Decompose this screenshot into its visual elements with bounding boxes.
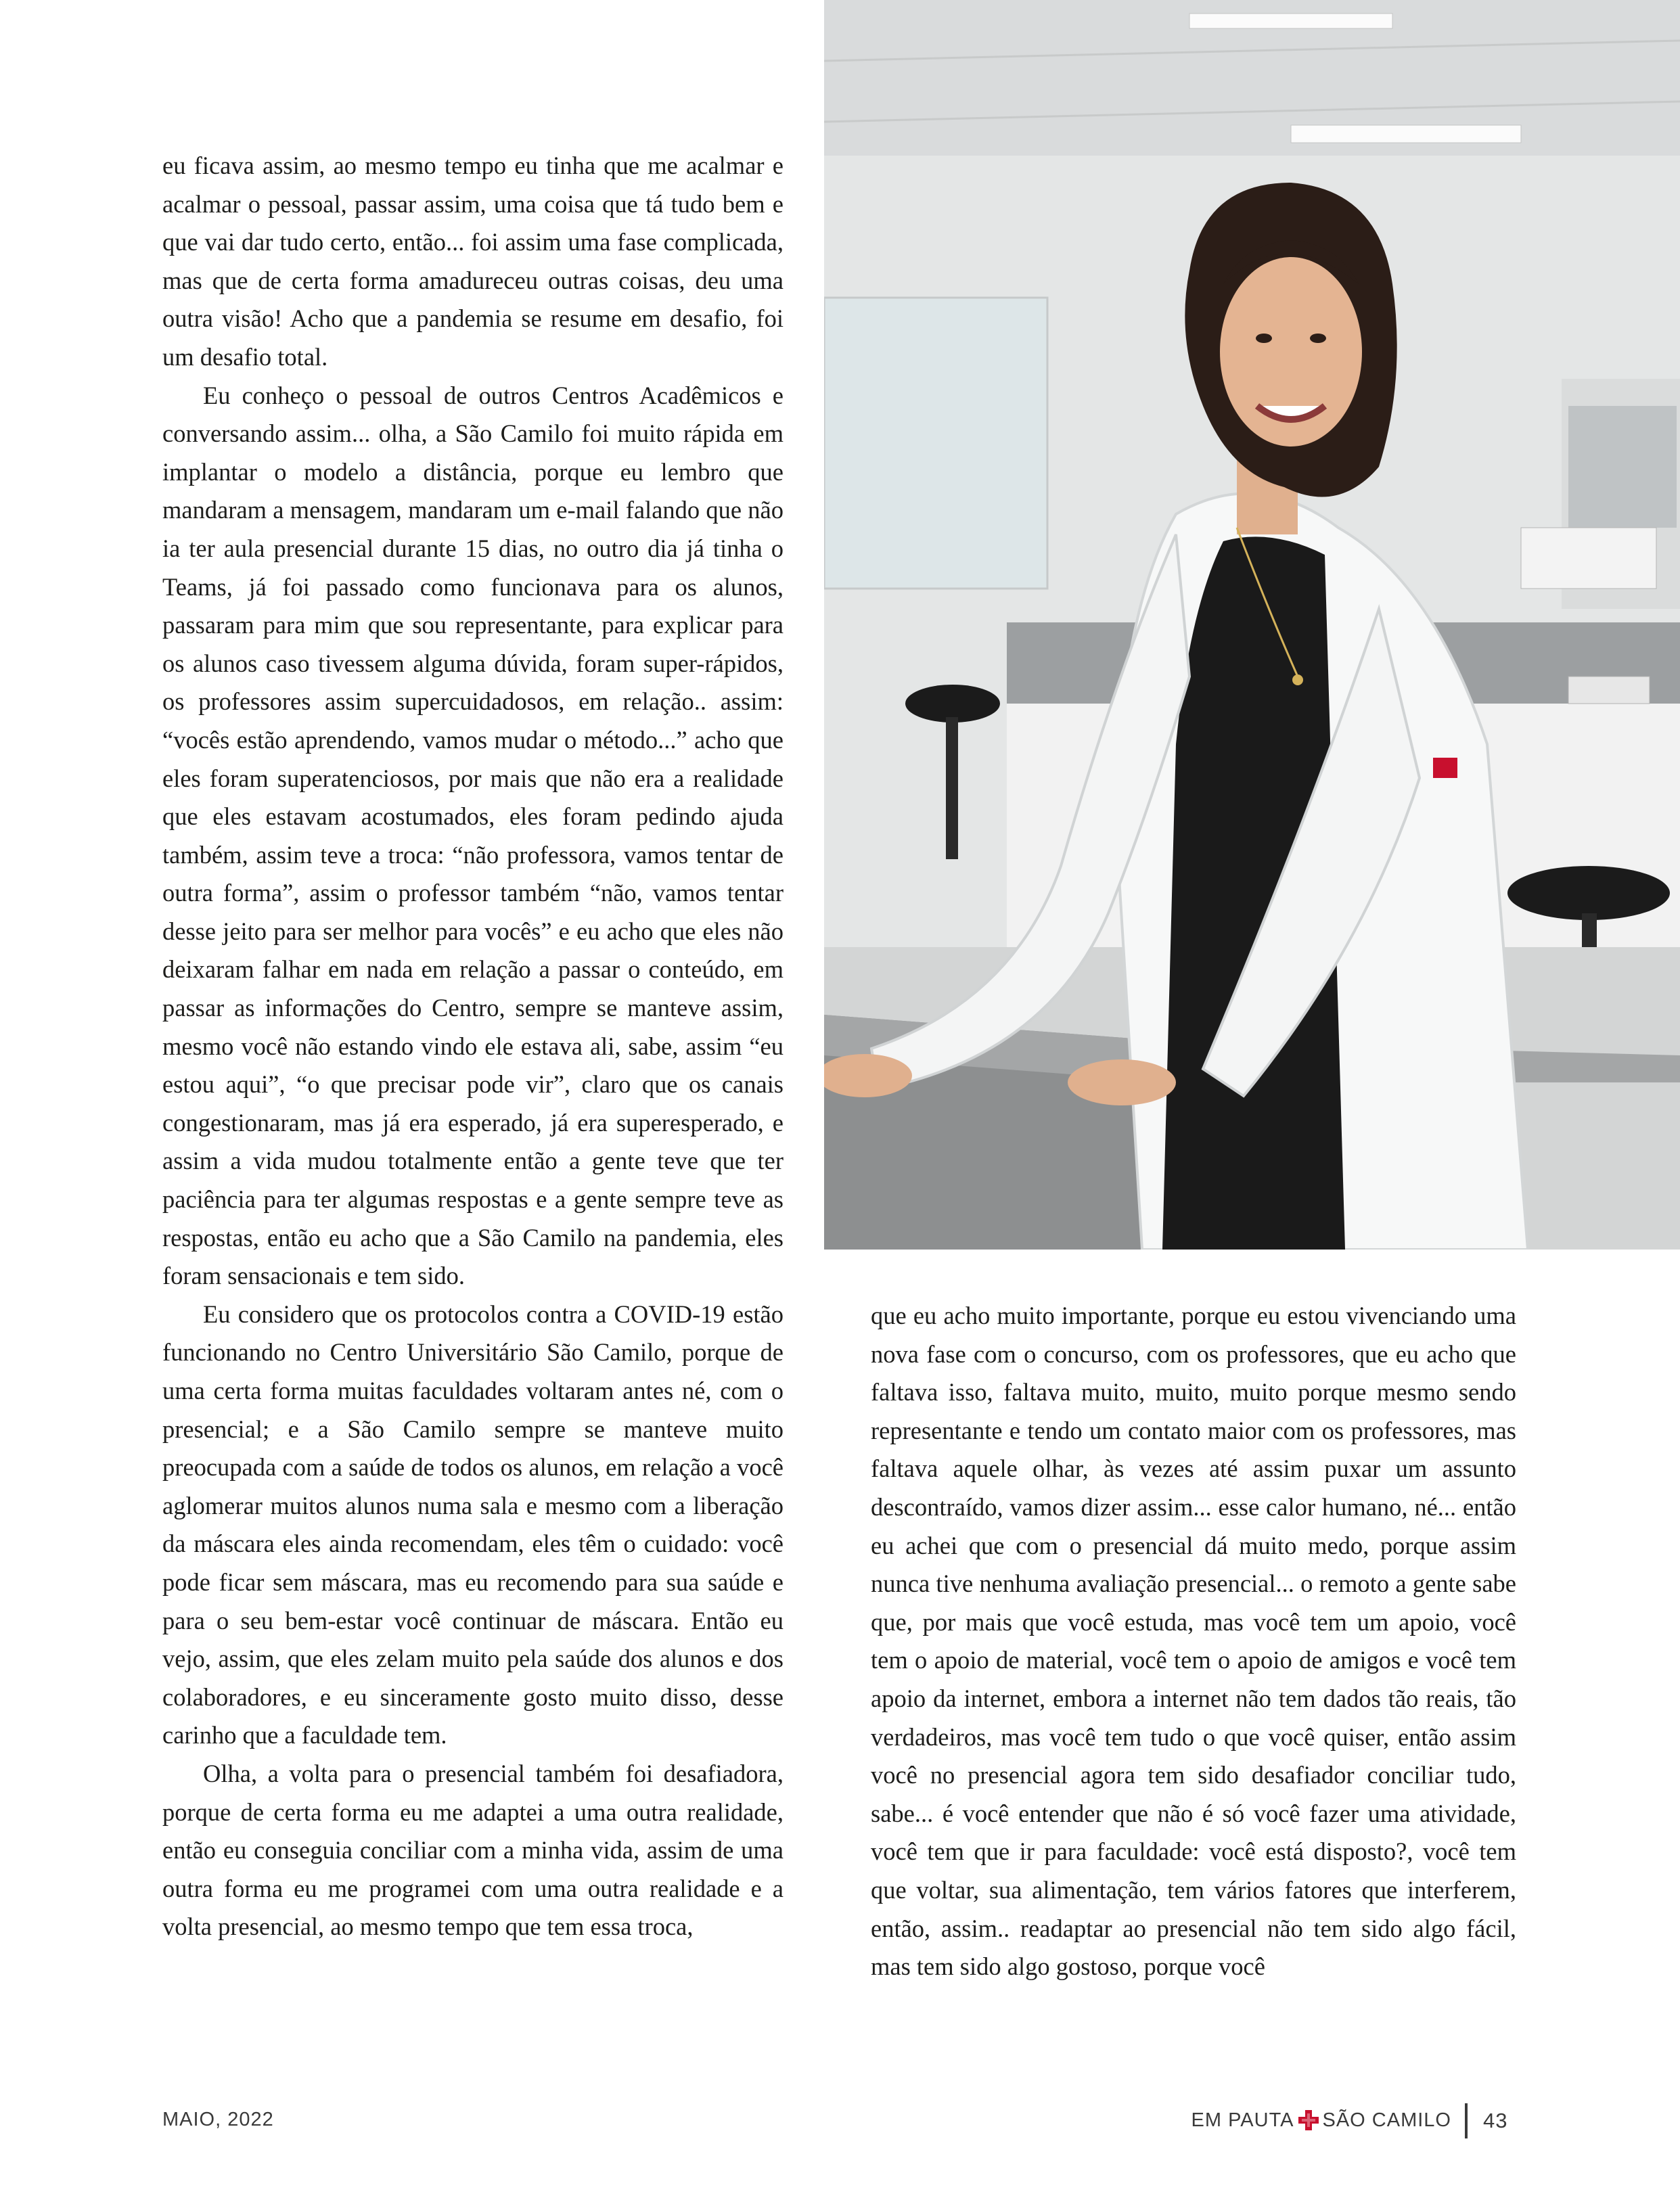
footer-divider [1465,2103,1468,2138]
portrait-photo [824,0,1680,1250]
red-cross-icon [1297,2109,1320,2132]
paragraph: Eu considero que os protocolos contra a COVID-19 estão funcionando no Centro Universitário São Camilo, porque de uma certa forma muitas faculdades voltaram antes né, com o presencial; e a São Camilo sempre se manteve muito preocupada com a saúde de todos os alunos, em relação a você aglomerar muitos alunos numa sala e mesmo com a liberação da máscara eles ainda recomendam, eles têm o cuidado: você pode ficar sem máscara, mas eu recomendo para sua saúde e para o seu bem-estar você continuar de máscara. Então eu vejo, assim, que eles zelam muito pela saúde dos alunos e dos colaboradores, e eu sinceramente gosto muito disso, desse carinho que a faculdade tem. [162,1300,784,1749]
page-number: 43 [1483,2109,1508,2132]
page-footer [0,2103,1680,2144]
publication-name-right: SÃO CAMILO [1322,2109,1451,2131]
paragraph: eu ficava assim, ao mesmo tempo eu tinha que me acalmar e acalmar o pessoal, passar assim, uma coisa que tá tudo bem e que vai dar tudo certo, então... foi assim uma fase complicada, mas que de certa forma amadureceu outras coisas, deu uma outra visão! Acho que a pandemia se resume em desafio, foi um desafio total. [162,152,784,371]
paragraph: Eu conheço o pessoal de outros Centros Acadêmicos e conversando assim... olha, a São Camilo foi muito rápida em implantar o modelo a distância, porque eu lembro que mandaram a mensagem, mandaram um e-mail falando que não ia ter aula presencial durante 15 dias, no outro dia já tinha o Teams, já foi passado como funcionava para os alunos, passaram para mim que sou representante, para explicar para os alunos caso tivessem alguma dúvida, foram super-rápidos, os professores assim supercuidadosos, em relação.. assim: “vocês estão aprendendo, vamos mudar o método...” acho que eles foram superatenciosos, por mais que não era a realidade que eles estavam acostumados, eles foram pedindo ajuda também, assim teve a troca: “não professora, vamos tentar de outra forma”, assim o professor também “não, vamos tentar desse jeito para ser melhor para vocês” e eu acho que eles não deixaram falhar em nada em relação a passar o conteúdo, em passar as informações do Centro, sempre se manteve assim, mesmo você não estando vindo ele estava ali, sabe, assim “eu estou aqui”, “o que precisar pode vir”, claro que os canais congestionaram, mas já era esperado, já era superesperado, e assim a vida mudou totalmente então a gente teve que ter paciência para ter algumas respostas e a gente sempre teve as respostas, então eu acho que a São Camilo na pandemia, eles foram sensacionais e tem sido. [162,381,784,1290]
issue-date: MAIO, 2022 [162,2109,274,2130]
publication-name [1191,2109,1451,2132]
lab-scene-illustration [824,0,1680,1250]
publication-name-left: EM PAUTA [1191,2109,1294,2131]
article-column-right [871,1297,1516,1986]
paragraph: que eu acho muito importante, porque eu estou vivenciando uma nova fase com o concurso, com os professores, que eu acho que faltava isso, faltava muito, muito, muito porque mesmo sendo representante e tendo um contato maior com os professores, mas faltava aquele olhar, às vezes até assim puxar um assunto descontraído, vamos dizer assim... esse calor humano, né... então eu achei que com o presencial dá muito medo, porque assim nunca tive nenhuma avaliação presencial... o remoto a gente sabe que, por mais que você estuda, mas você tem um apoio, você tem o apoio de material, você tem o apoio de amigos e você tem apoio da internet, embora a internet não tem dados tão reais, tão verdadeiros, mas você tem tudo o que você quiser, então assim você no presencial agora tem sido desafiador conciliar tudo, sabe... é você entender que não é só você fazer uma atividade, você tem que ir para faculdade: você está disposto?, você tem que voltar, sua alimentação, tem vários fatores que interferem, então, assim.. readaptar ao presencial não tem sido algo fácil, mas tem sido algo gostoso, porque você [871,1302,1516,1981]
article-column-left [162,147,784,1946]
paragraph: Olha, a volta para o presencial também foi desafiadora, porque de certa forma eu me adaptei a uma outra realidade, então eu conseguia conciliar com a minha vida, assim de uma outra forma eu me programei com uma outra realidade e a volta presencial, ao mesmo tempo que tem essa troca, [162,1759,784,1941]
